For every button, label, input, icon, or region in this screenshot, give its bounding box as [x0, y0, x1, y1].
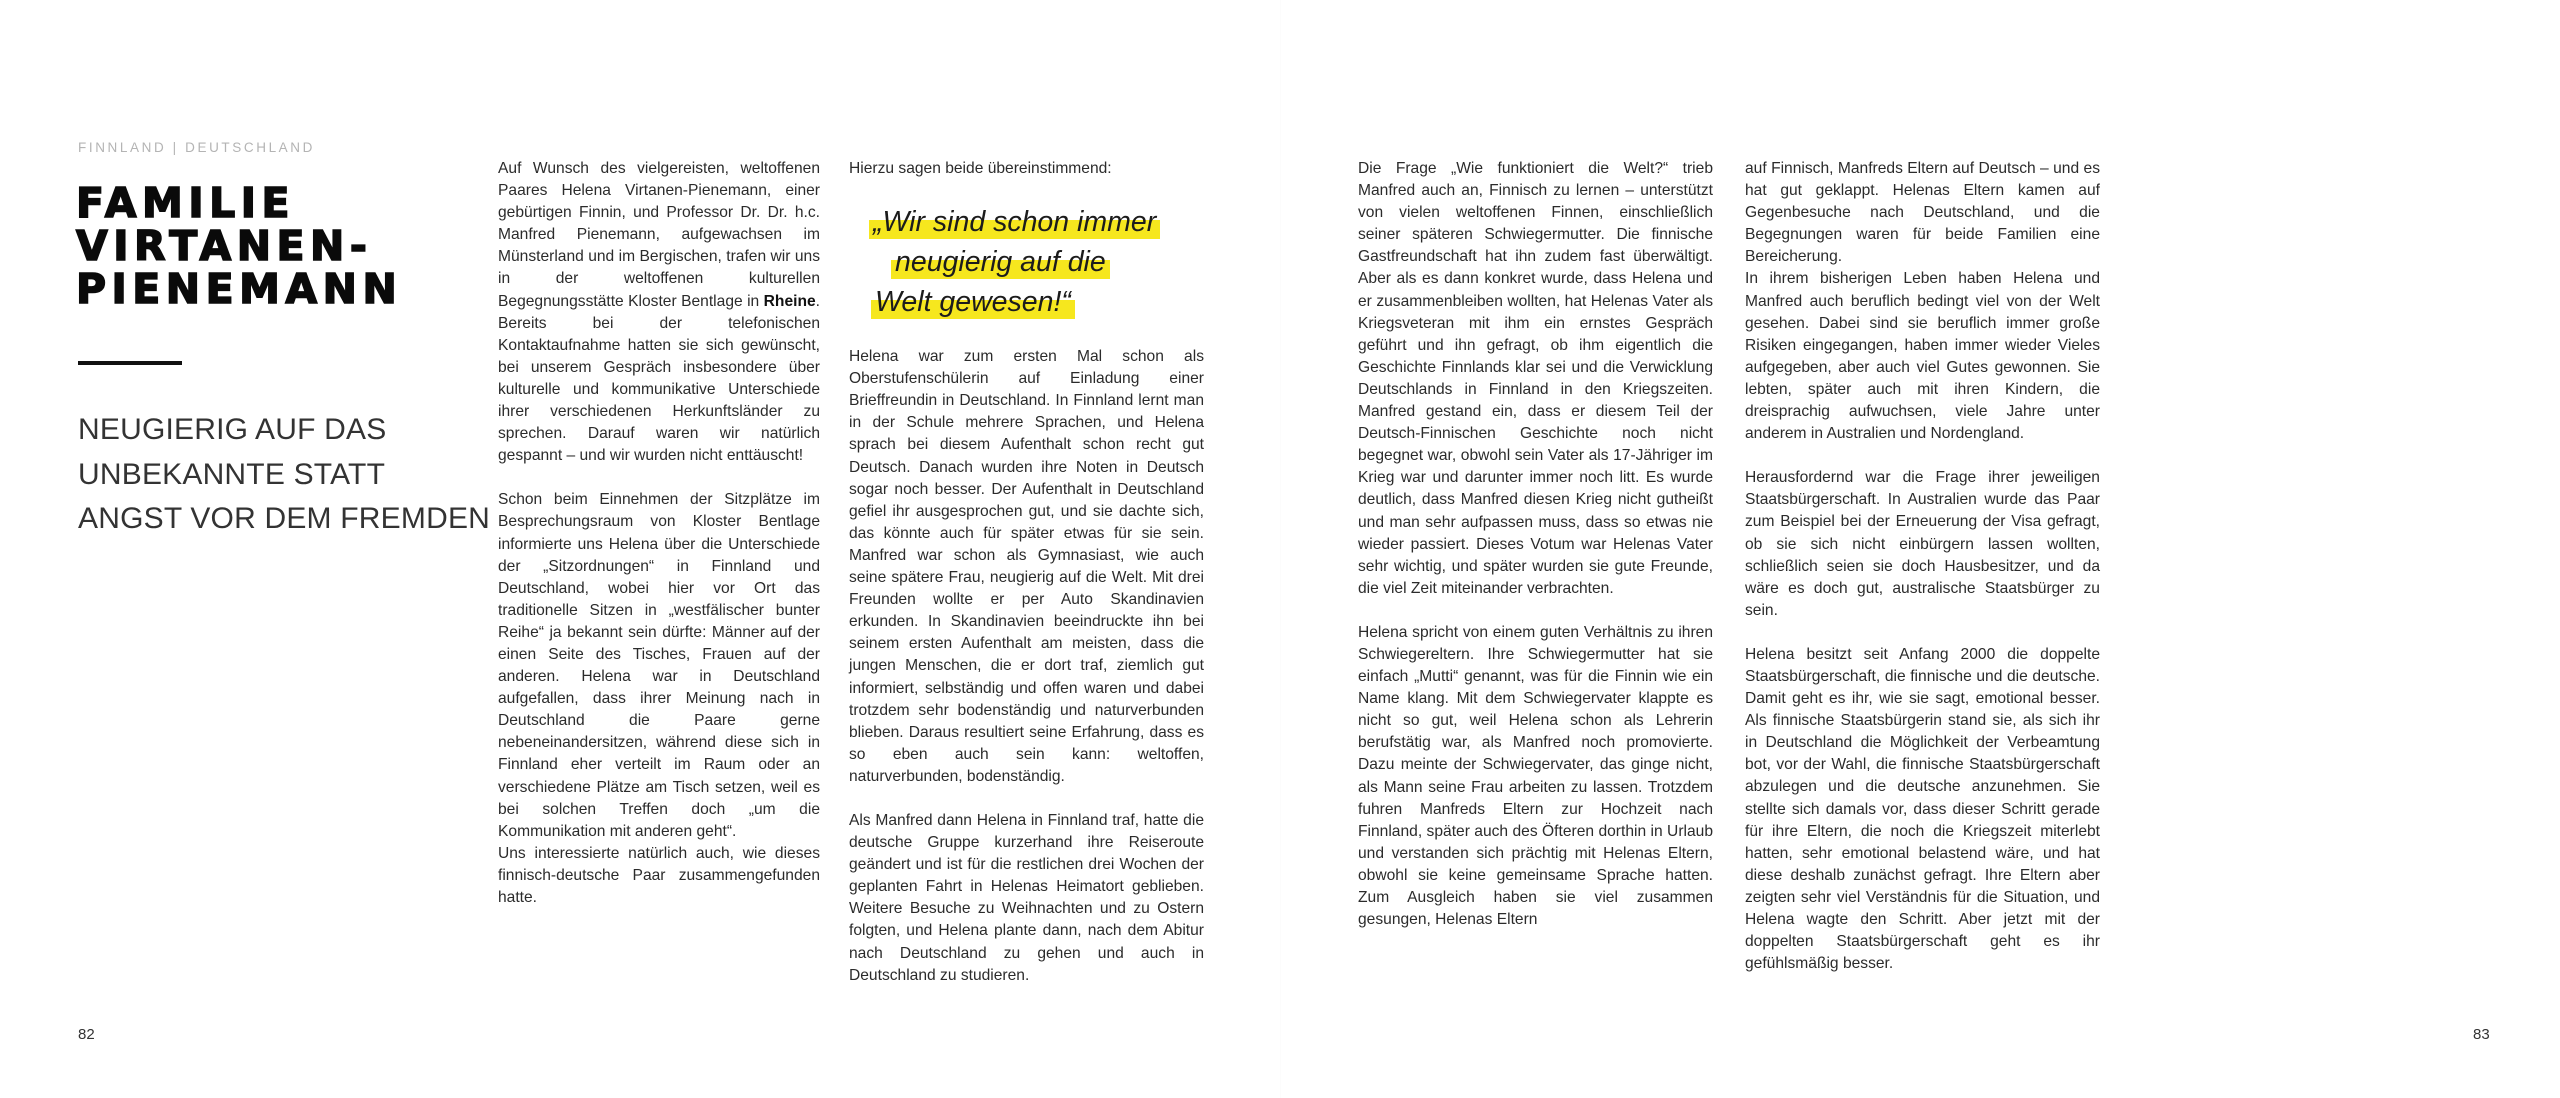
- paragraph: Helena spricht von einem guten Verhältnis zu ihren Schwiegereltern. Ihre Schwiegermutter hat sie einfach „Mutti“ genannt, was für die Finnin wie ein Name klang. Mit dem Schwiegervater klappte es nicht so gut, weil Helena schon als Lehrerin berufstätig war, als Manfred noch promovierte. Dazu meinte der Schwiegervater, das ginge nicht, als Mann seine Frau arbeiten zu lassen. Trotzdem fuhren Manfreds Eltern zur Hochzeit nach Finnland, später auch des Öfteren dorthin in Urlaub und verstanden sich prächtig mit Helenas Eltern, obwohl sie keine gemeinsame Sprache hatten. Zum Ausgleich haben sie viel zusammen gesungen, Helenas Eltern: [1358, 623, 1713, 929]
- place-name-bold: Rheine: [763, 292, 816, 310]
- paragraph: Auf Wunsch des vielgereisten, weltoffenen Paares Helena Virtanen-Pienemann, einer gebürtigen Finnin, und Professor Dr. Dr. h.c. Manfred Pienemann, aufgewachsen im Münsterland und im Bergischen, trafen wir uns in der weltoffenen kulturellen Begegnungsstätte Kloster Bentlage in Rheine. Bereits bei der telefonischen Kontaktaufnahme hatten sie sich gewünscht, bei unserem Gespräch insbesondere über kulturelle und kommunikative Unterschiede ihrer verschiedenen Herkunftsländer zu sprechen. Darauf waren wir natürlich gespannt – und wir wurden nicht enttäuscht!: [498, 160, 820, 465]
- title-line: VIRTANEN-: [76, 222, 373, 270]
- article-title: [76, 179, 403, 313]
- text-column-3: [1358, 158, 1713, 931]
- quote-line: Welt gewesen!“: [871, 282, 1075, 322]
- subtitle-line: ANGST VOR DEM FREMDEN: [78, 502, 491, 535]
- paragraph: Die Frage „Wie funktioniert die Welt?“ trieb Manfred auch an, Finnisch zu lernen – unterstützt von vielen weltoffenen Finnen, einschließlich seiner späteren Schwiegermutter. Die finnische Gastfreundschaft hat ihn zudem fast überwältigt. Aber als es dann konkret wurde, dass Helena und er zusammenbleiben wollten, hat Helenas Vater als Kriegsveteran mit ihm ein ernstes Gespräch geführt und ihn gefragt, ob ihm eigentlich die Geschichte Finnlands klar sei und die Verwicklung Deutschlands in Finnland in den Kriegszeiten. Manfred gestand ein, dass er diesem Teil der Deutsch-Finnischen Geschichte noch nicht begegnet war, obwohl sein Vater als 17-Jähriger im Krieg war und darunter immer noch litt. Es wurde deutlich, dass Manfred diesen Krieg nicht gutheißt und man sehr aufpassen muss, dass so etwas nie wieder passiert. Dieses Votum war Helenas Vater sehr wichtig, und später wurden sie gute Freunde, die viel Zeit miteinander verbrachten.: [1358, 160, 1713, 597]
- subtitle-line: NEUGIERIG AUF DAS: [78, 413, 387, 446]
- title-line: FAMILIE: [76, 179, 295, 227]
- paragraph: Schon beim Einnehmen der Sitzplätze im Besprechungsraum von Kloster Bentlage informierte uns Helena über die Unterschiede der „Sitzordnungen“ in Finnland und Deutschland, wobei hier vor Ort das traditionelle Sitzen in „westfälischer bunter Reihe“ ja bekannt sein dürfte: Männer auf der einen Seite des Tisches, Frauen auf der anderen. Helena war in Deutschland aufgefallen, dass ihrer Meinung nach in Deutschland die Paare gerne nebeneinandersitzen, während diese sich in Finnland eher verteilt im Raum oder an verschiedene Plätze am Tisch setzen, weil es bei solchen Treffen doch „um die Kommunikation mit anderen geht“.: [498, 491, 820, 840]
- article-subtitle: [78, 408, 490, 542]
- title-divider: [78, 361, 182, 365]
- text-column-4: [1745, 158, 2100, 975]
- section-kicker: FINNLAND | DEUTSCHLAND: [78, 140, 315, 155]
- paragraph: Herausfordernd war die Frage ihrer jeweiligen Staatsbürgerschaft. In Australien wurde das Paar zum Beispiel bei der Erneuerung der Visa gefragt, ob sie sich nicht einbürgern lassen wollten, schließlich seien sie doch Hausbesitzer, und da wäre es doch gut, australische Staatsbürger zu sein.: [1745, 469, 2100, 619]
- paragraph: In ihrem bisherigen Leben haben Helena und Manfred auch beruflich bedingt viel von der Welt gesehen. Dabei sind sie beruflich immer große Risiken eingegangen, haben immer wieder Vieles aufgegeben, aber auch viel Gutes gewonnen. Sie lebten, später auch mit ihren Kindern, die dreisprachig aufwuchsen, viele Jahre unter anderem in Australien und Nordengland.: [1745, 270, 2100, 443]
- quote-line: „Wir sind schon immer: [869, 202, 1160, 242]
- paragraph: Helena war zum ersten Mal schon als Oberstufenschülerin auf Einladung einer Brieffreundin in Deutschland. In Finnland lernt man in der Schule mehrere Sprachen, und Helena sprach bei diesem Aufenthalt schon recht gut Deutsch. Danach wurden ihre Noten in Deutsch sogar noch besser. Der Aufenthalt in Deutschland gefiel ihr ausgesprochen gut, und sie dachte sich, das könnte auch für später etwas für sie sein. Manfred war schon als Gymnasiast, wie auch seine spätere Frau, neugierig auf die Welt. Mit drei Freunden wollte er per Auto Skandinavien erkunden. In Skandinavien beeindruckte ihn bei seinem ersten Aufenthalt am meisten, dass die jungen Menschen, die er dort traf, ziemlich gut informiert, selbständig und offen waren und dabei trotzdem sehr bodenständig und naturverbunden blieben. Daraus resultiert seine Erfahrung, dass es so eben auch sein kann: weltoffen, naturverbunden, bodenständig.: [849, 348, 1204, 785]
- subtitle-line: UNBEKANNTE STATT: [78, 457, 386, 491]
- quote-line: neugierig auf die: [891, 242, 1110, 282]
- pull-quote: [869, 202, 1204, 322]
- page-number-left: 82: [78, 1026, 95, 1043]
- title-line: PIENEMANN: [76, 265, 403, 313]
- page-gutter: [1280, 0, 1281, 1098]
- paragraph: Als Manfred dann Helena in Finnland traf, hatte die deutsche Gruppe kurzerhand ihre Reiseroute geändert und ist für die restlichen drei Wochen der geplanten Fahrt in Helenas Heimatort geblieben. Weitere Besuche zu Weihnachten und zu Ostern folgten, und Helena plante dann, nach dem Abitur nach Deutschland zu gehen und auch in Deutschland zu studieren.: [849, 811, 1204, 984]
- paragraph: Helena besitzt seit Anfang 2000 die doppelte Staatsbürgerschaft, die finnische und die deutsche. Damit geht es ihr, wie sie sagt, emotional besser. Als finnische Staatsbürgerin stand sie, als sich ihr in Deutschland die Möglichkeit der Verbeamtung bot, vor der Wahl, die finnische Staatsbürgerschaft abzulegen und die deutsche anzunehmen. Sie stellte sich damals vor, dass dieser Schritt gerade für ihre Eltern, die noch die Kriegszeit miterlebt hatten, sehr emotional belastend wäre, und hat diese deshalb zunächst gefragt. Ihre Eltern aber zeigten sehr viel Verständnis für die Situation, und Helena wagte den Schritt. Aber jetzt mit der doppelten Staatsbürgerschaft geht es ihr gefühlsmäßig besser.: [1745, 645, 2100, 973]
- paragraph: auf Finnisch, Manfreds Eltern auf Deutsch – und es hat gut geklappt. Helenas Eltern kamen auf Gegenbesuche nach Deutschland, und die Begegnungen waren für beide Familien eine Bereicherung.: [1745, 160, 2100, 266]
- quote-intro: Hierzu sagen beide übereinstimmend:: [849, 160, 1112, 177]
- text-column-2: [849, 158, 1204, 987]
- text-column-1: [498, 158, 820, 909]
- page-number-right: 83: [2473, 1026, 2490, 1043]
- paragraph: Uns interessierte natürlich auch, wie dieses finnisch-deutsche Paar zusammengefunden hatte.: [498, 844, 820, 906]
